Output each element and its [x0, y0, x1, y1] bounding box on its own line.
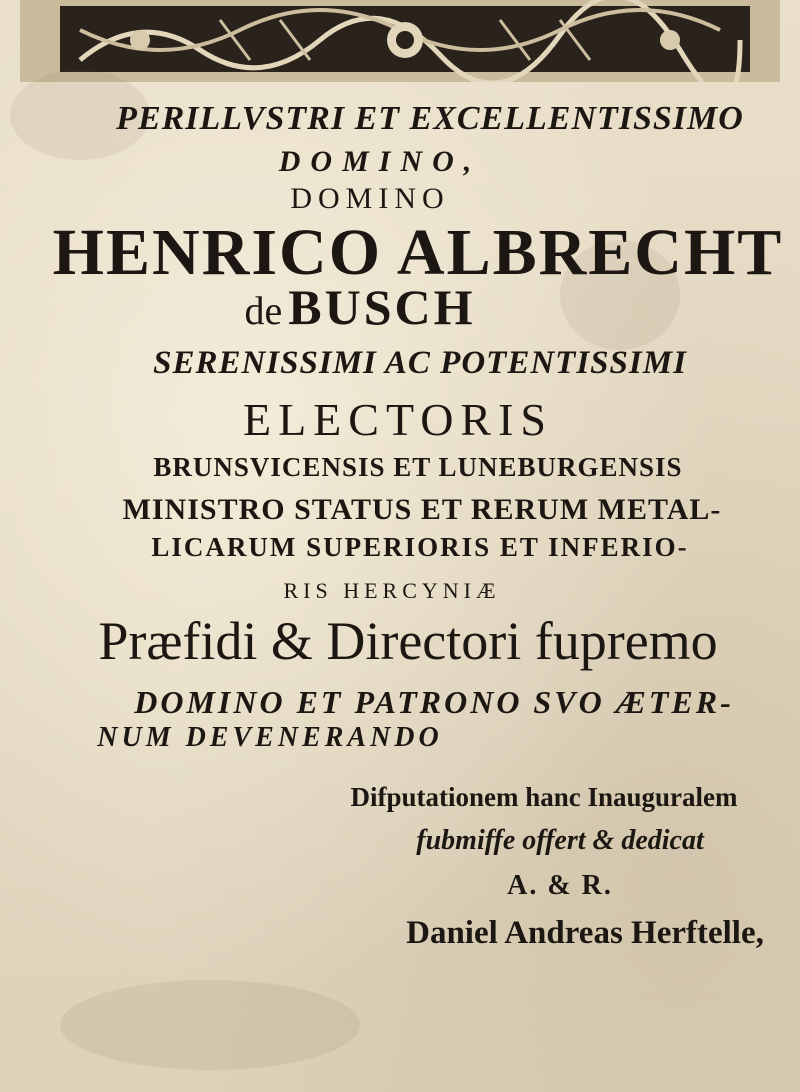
- dedication-line-9: MINISTRO STATUS ET RERUM METAL-: [122, 493, 722, 526]
- dedication-line-6: SERENISSIMI AC POTENTISSIMI: [153, 345, 687, 381]
- dedication-line-3: DOMINO: [290, 182, 450, 215]
- dedicatee-surname-line: [0, 278, 760, 336]
- dedicator-line-3: A. & R.: [507, 870, 613, 901]
- dedication-line-11: RIS HERCYNIÆ: [283, 578, 501, 603]
- paper-stain: [60, 980, 360, 1070]
- dedicator-name: Daniel Andreas Herftelle,: [406, 915, 764, 951]
- headpiece-ornament: [20, 0, 780, 82]
- dedication-line-10: LICARUM SUPERIORIS ET INFERIO-: [151, 532, 689, 562]
- dedication-line-14: NUM DEVENERANDO: [97, 722, 443, 753]
- dedicatee-name: HENRICO ALBRECHT: [52, 216, 784, 289]
- dedication-line-1: PERILLVSTRI ET EXCELLENTISSIMO: [116, 100, 744, 137]
- dedication-line-13: DOMINO ET PATRONO SVO ÆTER-: [134, 684, 734, 720]
- dedication-line-7: ELECTORIS: [242, 394, 554, 445]
- dedicator-line-1: Difputationem hanc Inauguralem: [350, 782, 738, 812]
- dedication-line-12: Præfidi & Directori fupremo: [98, 611, 718, 671]
- dedicator-line-2: fubmiffe offert & dedicat: [416, 825, 704, 856]
- dedication-line-8: BRUNSVICENSIS ET LUNEBURGENSIS: [153, 452, 683, 482]
- dedication-line-2: DOMINO,: [278, 145, 482, 178]
- particle-de: de: [244, 288, 283, 333]
- dedicatee-surname: BUSCH: [288, 279, 476, 335]
